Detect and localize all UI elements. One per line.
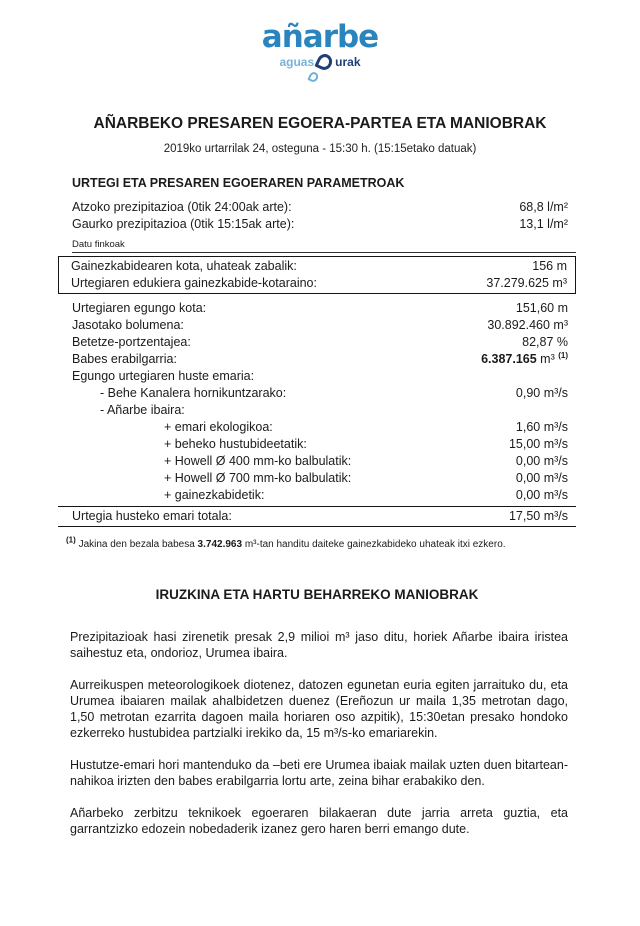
row-label: Urtegiaren edukiera gainezkabide-kotaraino: bbox=[71, 276, 317, 290]
row-label: + Howell Ø 400 mm-ko balbulatik: bbox=[164, 454, 352, 468]
row-label: Betetze-portzentajea: bbox=[72, 335, 191, 349]
total-row-label: Urtegia husteko emari totala: bbox=[72, 509, 232, 523]
row-label: - Añarbe ibaira: bbox=[100, 403, 185, 417]
comment-paragraph: Hustutze-emari hori mantenduko da –beti ere Urumea ibaiak mailak uzten duen bitartean- nahikoa irizten den babes erabilgarria lortu arte, zeina bihar erabakiko den. bbox=[70, 758, 568, 788]
row-value: 13,1 l/m² bbox=[519, 217, 568, 231]
table-row bbox=[58, 300, 576, 317]
row-label: Urtegiaren egungo kota: bbox=[72, 301, 207, 315]
comment-paragraph: Aurreikuspen meteorologikoek diotenez, datozen egunetan euria egiten jarraituko du, eta Urumea ibaiaren mailak ahalbidetzen duenez (Ereñozun ur maila 1,35 metrotan dago, 1,50 metrotan ezarrita dagoen maila horiaren oso azpitik), 15:30etan presako hondoko ezkerreko hustubidea partzialki irekiko da, 15 m³/s-ko emariarekin. bbox=[70, 678, 568, 740]
row-value bbox=[481, 351, 568, 368]
comment-paragraph: Prezipitazioak hasi zirenetik presak 2,9 milioi m³ jaso ditu, horiek Añarbe ibaira iristea saihestuz eta, ondorioz, Urumea ibaira. bbox=[70, 630, 568, 660]
row-label: Gainezkabidearen kota, uhateak zabalik: bbox=[71, 259, 297, 273]
table-row bbox=[58, 436, 576, 453]
comment-paragraph: Añarbeko zerbitzu teknikoek egoeraren bilakaeran dute jarria arreta guztia, eta garrantzizko edozein nobedaderik izanez gero haren berri emango dute. bbox=[70, 806, 568, 836]
logo bbox=[0, 0, 640, 82]
logo-tagline-urak: urak bbox=[335, 55, 361, 69]
table-row bbox=[58, 216, 576, 233]
row-value: 30.892.460 m³ bbox=[487, 318, 568, 332]
small-water-drop-icon bbox=[307, 71, 319, 84]
row-label: Egungo urtegiaren huste emaria: bbox=[72, 369, 255, 383]
report-date: 2019ko urtarrilak 24, osteguna - 15:30 h. (15:15etako datuak) bbox=[163, 143, 477, 155]
table-row bbox=[58, 334, 576, 351]
row-value: 1,60 m³/s bbox=[515, 420, 568, 434]
available-reserve-unit: m³ bbox=[540, 352, 555, 366]
table-row bbox=[58, 419, 576, 436]
row-value: 37.279.625 m³ bbox=[486, 276, 567, 290]
comment-section-heading: IRUZKINA ETA HARTU BEHARREKO MANIOBRAK bbox=[155, 587, 479, 602]
logo-tagline bbox=[0, 54, 640, 70]
footnote bbox=[66, 535, 576, 550]
total-row bbox=[58, 506, 576, 527]
row-value: 0,00 m³/s bbox=[515, 488, 568, 502]
logo-tagline-aguas: aguas bbox=[279, 55, 315, 69]
row-label: - Behe Kanalera hornikuntzarako: bbox=[100, 386, 287, 400]
row-value: 0,00 m³/s bbox=[515, 454, 568, 468]
table-row bbox=[58, 402, 576, 419]
table-row bbox=[58, 351, 576, 368]
parameters-table bbox=[58, 199, 576, 527]
row-label: Jasotako bolumena: bbox=[72, 318, 184, 332]
table-row bbox=[58, 453, 576, 470]
footnote-bold-value: 3.742.963 bbox=[197, 539, 243, 550]
row-label: + gainezkabidetik: bbox=[164, 488, 265, 502]
row-value: 68,8 l/m² bbox=[519, 200, 568, 214]
row-label: Babes erabilgarria: bbox=[72, 352, 177, 366]
total-row-value: 17,50 m³/s bbox=[508, 509, 568, 523]
table-row bbox=[58, 487, 576, 504]
row-value: 0,00 m³/s bbox=[515, 471, 568, 485]
table-row bbox=[59, 258, 575, 275]
table-row bbox=[58, 368, 576, 385]
row-value: 15,00 m³/s bbox=[508, 437, 568, 451]
row-label: Atzoko prezipitazioa (0tik 24:00ak arte): bbox=[72, 200, 292, 214]
table-row bbox=[58, 470, 576, 487]
footnote-text-before: Jakina den bezala babesa bbox=[78, 539, 195, 550]
table-row bbox=[58, 317, 576, 334]
available-reserve-value: 6.387.165 bbox=[481, 352, 537, 366]
logo-wordmark: añarbe bbox=[261, 19, 379, 55]
footnote-text-after: m³-tan handitu daiteke gainezkabideko uhateak itxi ezkero. bbox=[244, 539, 506, 550]
footnote-marker-ref: (1) bbox=[558, 350, 568, 360]
row-label: + beheko hustubideetatik: bbox=[164, 437, 307, 451]
table-row bbox=[59, 275, 575, 292]
row-label: + Howell Ø 700 mm-ko balbulatik: bbox=[164, 471, 352, 485]
table-row bbox=[58, 199, 576, 216]
report-body bbox=[0, 176, 640, 837]
fixed-data-box bbox=[58, 256, 576, 294]
row-value: 156 m bbox=[532, 259, 567, 273]
parameters-section-heading: URTEGI ETA PRESAREN EGOERAREN PARAMETROAK bbox=[72, 176, 405, 190]
footnote-marker: (1) bbox=[66, 535, 76, 545]
fixed-data-label: Datu finkoak bbox=[72, 239, 576, 253]
page-title: AÑARBEKO PRESAREN EGOERA-PARTEA ETA MANIOBRAK bbox=[93, 115, 547, 132]
row-value: 0,90 m³/s bbox=[515, 386, 568, 400]
row-value: 82,87 % bbox=[522, 335, 568, 349]
table-row bbox=[58, 385, 576, 402]
row-label: + emari ekologikoa: bbox=[164, 420, 273, 434]
row-value: 151,60 m bbox=[515, 301, 568, 315]
row-label: Gaurko prezipitazioa (0tik 15:15ak arte): bbox=[72, 217, 295, 231]
